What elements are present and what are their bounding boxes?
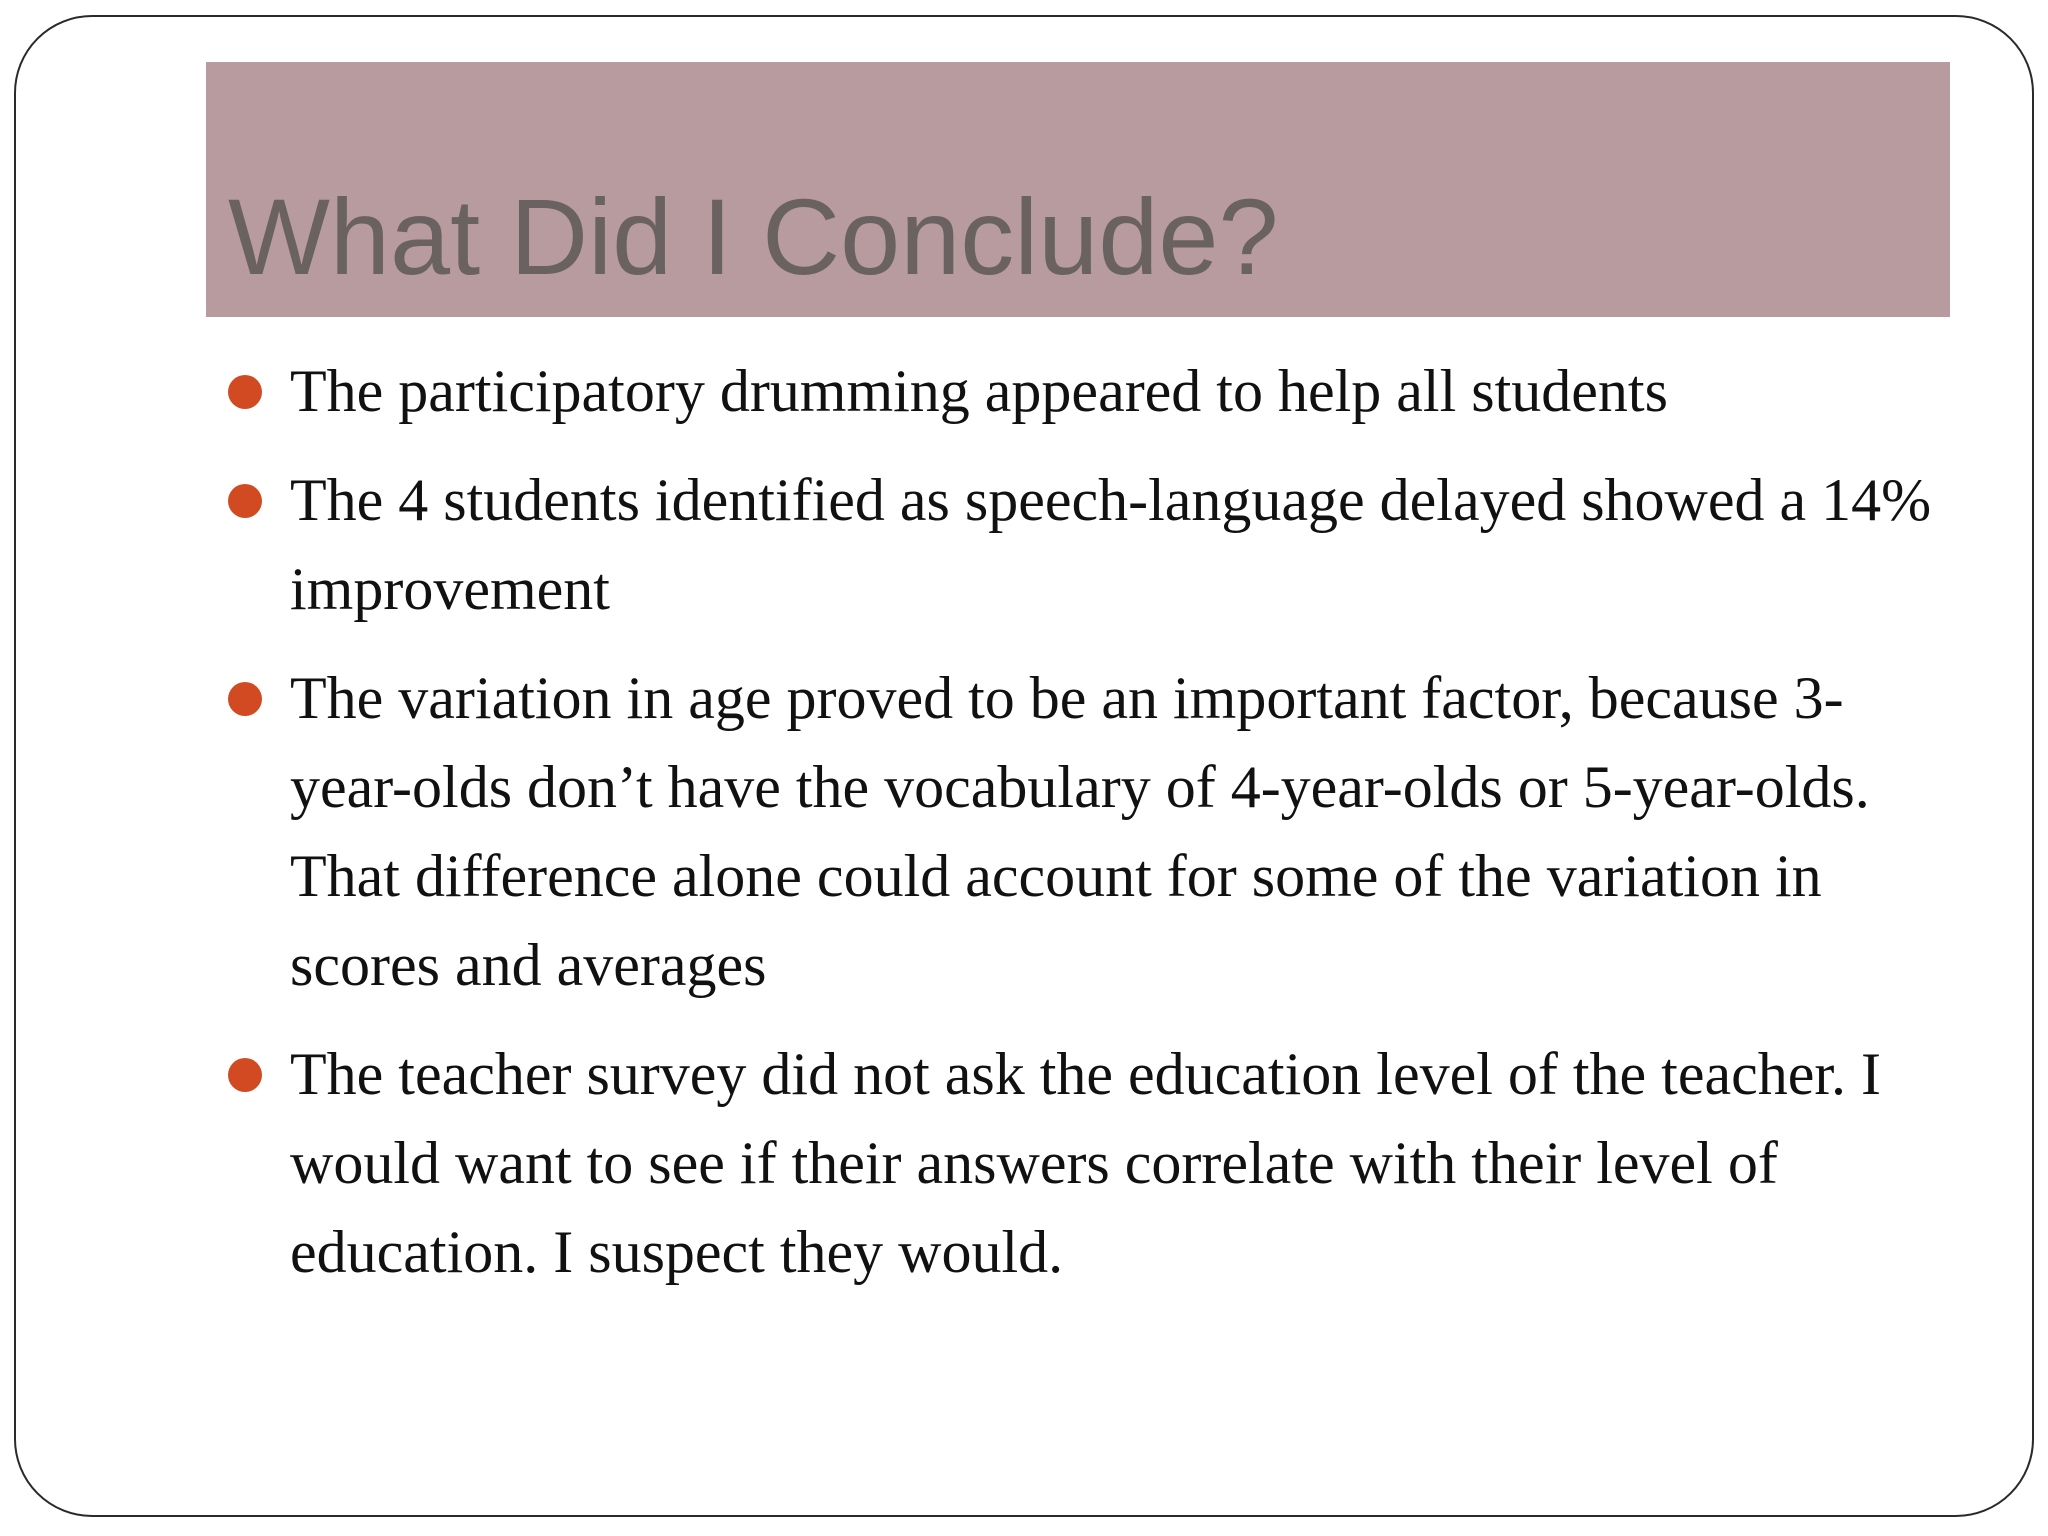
bullet-item — [226, 347, 1946, 436]
bullet-dot-icon — [228, 682, 262, 716]
bullet-list — [226, 347, 1946, 1317]
bullet-dot-icon — [228, 484, 262, 518]
bullet-dot-icon — [228, 1058, 262, 1092]
slide-title: What Did I Conclude? — [228, 176, 1279, 297]
bullet-dot-icon — [228, 375, 262, 409]
bullet-item — [226, 1030, 1946, 1297]
bullet-item — [226, 456, 1946, 634]
title-band — [206, 62, 1950, 317]
bullet-text: The 4 students identified as speech-language delayed showed a 14% improvement — [290, 467, 1932, 622]
bullet-item — [226, 654, 1946, 1010]
slide — [14, 15, 2034, 1517]
bullet-text: The variation in age proved to be an important factor, because 3-year-olds don’t have the vocabulary of 4-year-olds or 5-year-olds. That difference alone could account for some of the variation in scores and averages — [290, 665, 1870, 998]
bullet-text: The participatory drumming appeared to help all students — [290, 358, 1668, 424]
bullet-text: The teacher survey did not ask the education level of the teacher. I would want to see if their answers correlate with their level of education. I suspect they would. — [290, 1041, 1881, 1285]
